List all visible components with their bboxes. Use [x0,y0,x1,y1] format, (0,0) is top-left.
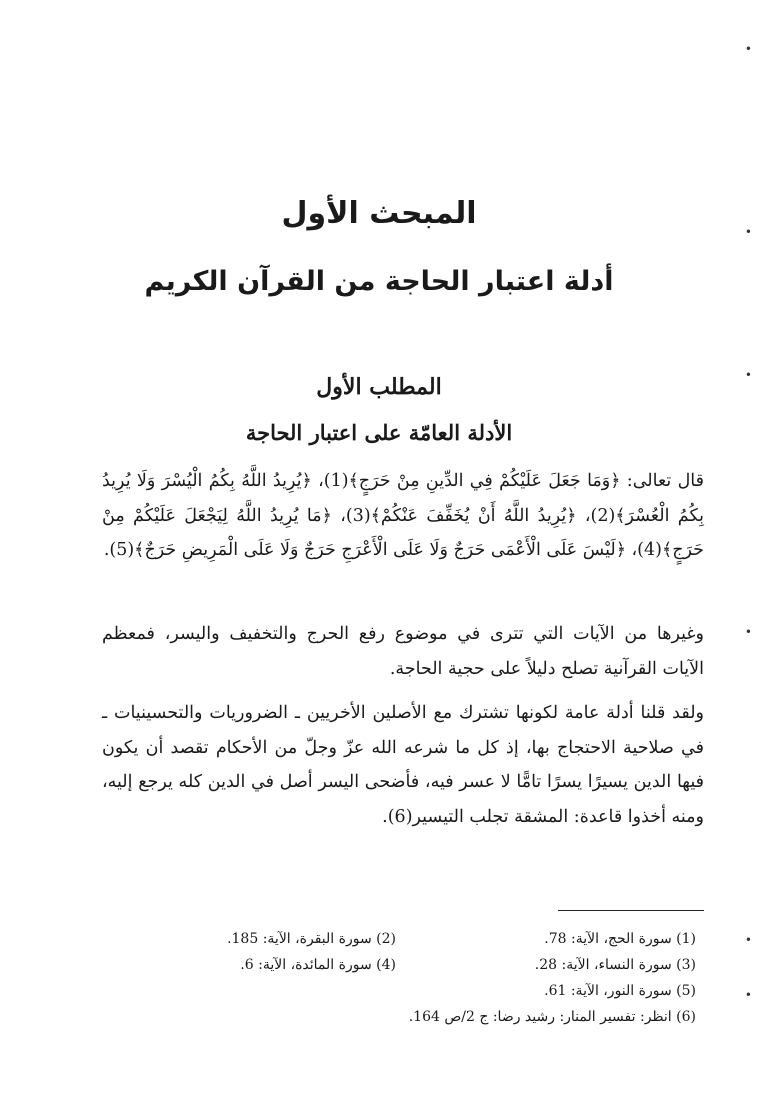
section-title: المبحث الأول [281,196,477,231]
body-paragraph-3: ولقد قلنا أدلة عامة لكونها تشترك مع الأصلين الأخريين ـ الضروريات والتحسينيات ـ في صلاحية الاحتجاج بها، إذ كل ما شرعه الله عزّ وجلّ من الأحكام تقصد أن يكون فيها الدين يسيرًا يسرًا تامًّا لا عسر فيه، فأضحى اليسر أصل في الدين كله يرجع إليه، ومنه أخذوا قاعدة: المشقة تجلب التيسير(6). [102,703,704,827]
scan-mark: • [744,933,752,947]
scan-mark: • [744,988,752,1002]
scan-mark: • [744,625,752,639]
footnote-5: (5) سورة النور، الآية: 61. [544,983,696,999]
footnote-1: (1) سورة الحج، الآية: 78. [544,931,696,947]
subsection-title: المطلب الأول [316,374,442,400]
scan-mark: • [744,225,752,239]
body-paragraph-2: وغيرها من الآيات التي تترى في موضوع رفع الحرج والتخفيف واليسر، فمعظم الآيات القرآنية تصلح دليلاً على حجية الحاجة. [102,624,704,679]
footnote-3: (3) سورة النساء، الآية: 28. [534,957,696,973]
footnote-4: (4) سورة المائدة، الآية: 6. [240,957,396,973]
scan-mark: • [744,42,752,56]
subsection-subtitle: الأدلة العامّة على اعتبار الحاجة [245,420,513,445]
footnote-separator [558,910,704,911]
footnote-6: (6) انظر: تفسير المنار: رشيد رضا: ج 2/ص 164. [408,1009,696,1025]
footnote-2: (2) سورة البقرة، الآية: 185. [227,931,396,947]
quran-verses-paragraph: قال تعالى: ﴿وَمَا جَعَلَ عَلَيْكُمْ فِي الدِّينِ مِنْ حَرَجٍ﴾(1)، ﴿يُرِيدُ اللَّهُ بِكُمُ الْيُسْرَ وَلَا يُرِيدُ بِكُمُ الْعُسْرَ﴾(2)، ﴿يُرِيدُ اللَّهُ أَنْ يُخَفِّفَ عَنْكُمْ﴾(3)، ﴿مَا يُرِيدُ اللَّهُ لِيَجْعَلَ عَلَيْكُمْ مِنْ حَرَجٍ﴾(4)، ﴿لَيْسَ عَلَى الْأَعْمَى حَرَجٌ وَلَا عَلَى الْأَعْرَجِ حَرَجٌ وَلَا عَلَى الْمَرِيضِ حَرَجٌ﴾(5). [102,471,705,560]
scan-mark: • [744,368,752,382]
section-subtitle: أدلة اعتبار الحاجة من القرآن الكريم [144,266,614,297]
